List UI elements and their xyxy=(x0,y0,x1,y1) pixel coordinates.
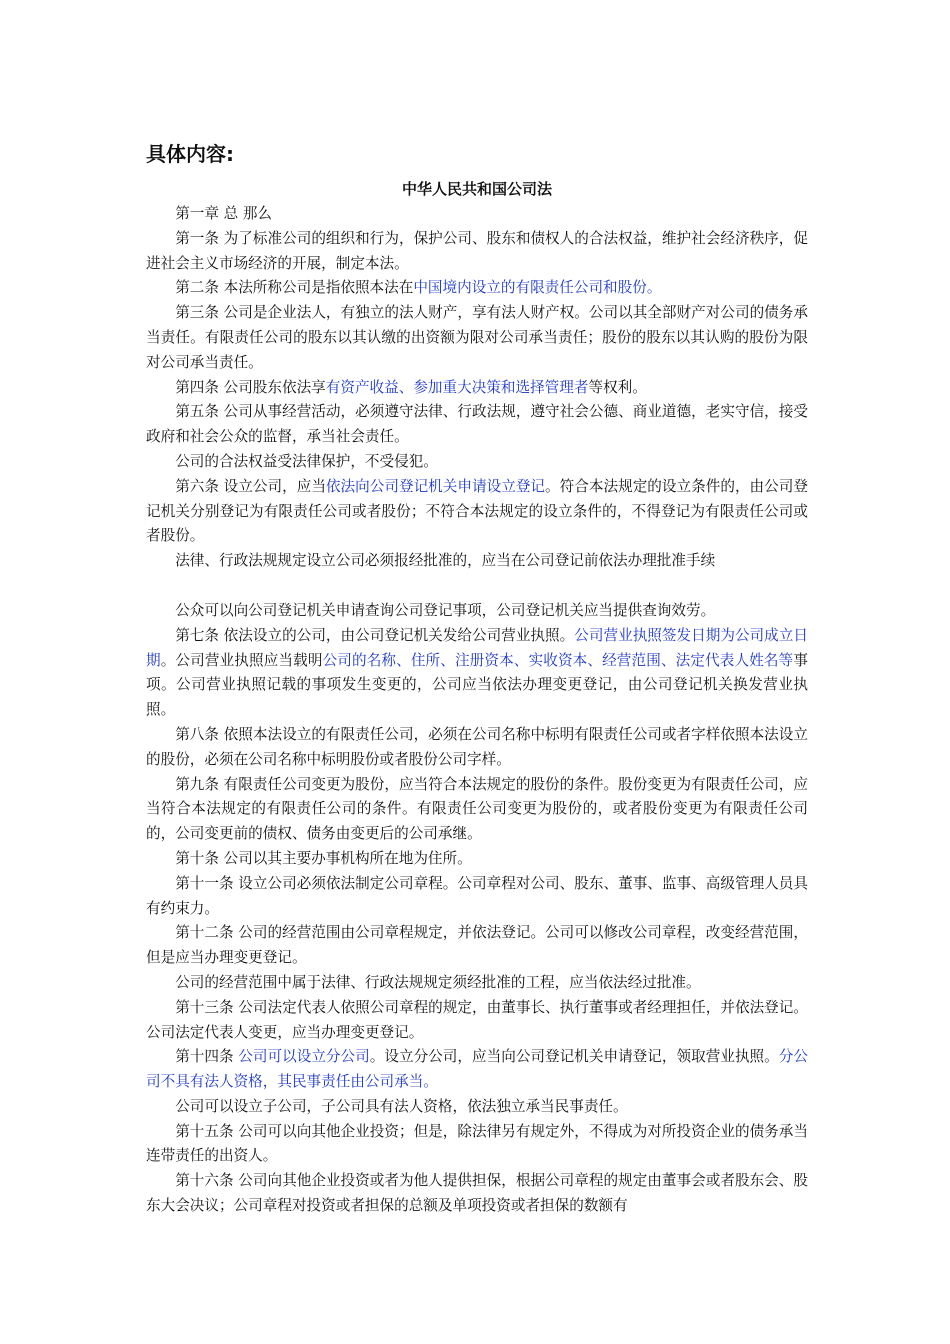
article-14: 第十四条 公司可以设立分公司。设立分公司，应当向公司登记机关申请登记，领取营业执照。分公司不具有法人资格，其民事责任由公司承当。 xyxy=(146,1048,808,1091)
article-6: 第六条 设立公司，应当依法向公司登记机关申请设立登记。符合本法规定的设立条件的，由公司登记机关分别登记为有限责任公司或者股份；不符合本法规定的设立条件的，不得登记为有限责任公司或者股份。 xyxy=(146,477,808,545)
article-16: 第十六条 公司向其他企业投资或者为他人提供担保，根据公司章程的规定由董事会或者股东会、股东大会决议；公司章程对投资或者担保的总额及单项投资或者担保的数额有 xyxy=(146,1172,808,1215)
blank-line xyxy=(146,574,808,599)
article-1: 第一条 为了标准公司的组织和行为，保护公司、股东和债权人的合法权益，维护社会经济秩序，促进社会主义市场经济的开展，制定本法。 xyxy=(146,229,808,272)
article-5: 第五条 公司从事经营活动，必须遵守法律、行政法规，遵守社会公德、商业道德，老实守信，接受政府和社会公众的监督，承当社会责任。 xyxy=(146,403,808,446)
article-12: 第十二条 公司的经营范围由公司章程规定，并依法登记。公司可以修改公司章程，改变经营范围，但是应当办理变更登记。 xyxy=(146,924,808,967)
article-11: 第十一条 设立公司必须依法制定公司章程。公司章程对公司、股东、董事、监事、高级管理人员具有约束力。 xyxy=(146,874,808,917)
highlight-text: 分公司不具有法人资格，其民事责任由公司承当。 xyxy=(146,1048,808,1091)
document-page xyxy=(146,142,808,1219)
article-9: 第九条 有限责任公司变更为股份，应当符合本法规定的股份的条件。股份变更为有限责任公司，应当符合本法规定的有限责任公司的条件。有限责任公司变更为股份的，或者股份变更为有限责任公司的，公司变更前的债权、债务由变更后的公司承继。 xyxy=(146,775,808,843)
article-5-paragraph-2: 公司的合法权益受法律保护，不受侵犯。 xyxy=(175,452,438,470)
article-12-paragraph-2: 公司的经营范围中属于法律、行政法规规定须经批准的工程，应当依法经过批准。 xyxy=(175,973,701,991)
article-4: 第四条 公司股东依法享有资产收益、参加重大决策和选择管理者等权利。 xyxy=(175,378,647,396)
article-15: 第十五条 公司可以向其他企业投资；但是，除法律另有规定外，不得成为对所投资企业的债务承当连带责任的出资人。 xyxy=(146,1122,808,1165)
article-7: 第七条 依法设立的公司，由公司登记机关发给公司营业执照。公司营业执照签发日期为公司成立日期。公司营业执照应当载明公司的名称、住所、注册资本、实收资本、经营范围、法定代表人姓名等事项。公司营业执照记载的事项发生变更的，公司应当依法办理变更登记，由公司登记机关换发营业执照。 xyxy=(146,626,808,719)
document-title: 中华人民共和国公司法 xyxy=(401,180,552,198)
highlight-text: 公司的名称、住所、注册资本、实收资本、经营范围、法定代表人姓名等 xyxy=(322,651,794,669)
article-3: 第三条 公司是企业法人，有独立的法人财产，享有法人财产权。公司以其全部财产对公司的债务承当责任。有限责任公司的股东以其认缴的出资额为限对公司承当责任；股份的股东以其认购的股份为限对公司承当责任。 xyxy=(146,304,808,371)
article-2: 第二条 本法所称公司是指依照本法在中国境内设立的有限责任公司和股份。 xyxy=(175,279,662,297)
article-8: 第八条 依照本法设立的有限责任公司，必须在公司名称中标明有限责任公司或者字样依照本法设立的股份，必须在公司名称中标明股份或者股份公司字样。 xyxy=(146,725,808,768)
highlight-text: 公司可以设立分公司 xyxy=(238,1048,370,1066)
highlight-text: 依法向公司登记机关申请设立登记 xyxy=(325,477,546,495)
article-14-paragraph-2: 公司可以设立子公司，子公司具有法人资格，依法独立承当民事责任。 xyxy=(175,1097,628,1115)
article-6-paragraph-3: 公众可以向公司登记机关申请查询公司登记事项，公司登记机关应当提供查询效劳。 xyxy=(175,601,716,619)
article-6-paragraph-2: 法律、行政法规规定设立公司必须报经批准的，应当在公司登记前依法办理批准手续 xyxy=(175,552,716,570)
highlight-text: 中国境内设立的有限责任公司和股份。 xyxy=(413,279,662,297)
article-10: 第十条 公司以其主要办事机构所在地为住所。 xyxy=(175,849,472,867)
article-13: 第十三条 公司法定代表人依照公司章程的规定，由董事长、执行董事或者经理担任，并依法登记。公司法定代表人变更，应当办理变更登记。 xyxy=(146,998,808,1041)
highlight-text: 公司营业执照签发日期为公司成立日期 xyxy=(146,626,808,669)
section-heading: 具体内容: xyxy=(146,142,234,166)
highlight-text: 有资产收益、参加重大决策和选择管理者 xyxy=(325,378,589,396)
chapter-heading: 第一章 总 那么 xyxy=(175,205,273,222)
